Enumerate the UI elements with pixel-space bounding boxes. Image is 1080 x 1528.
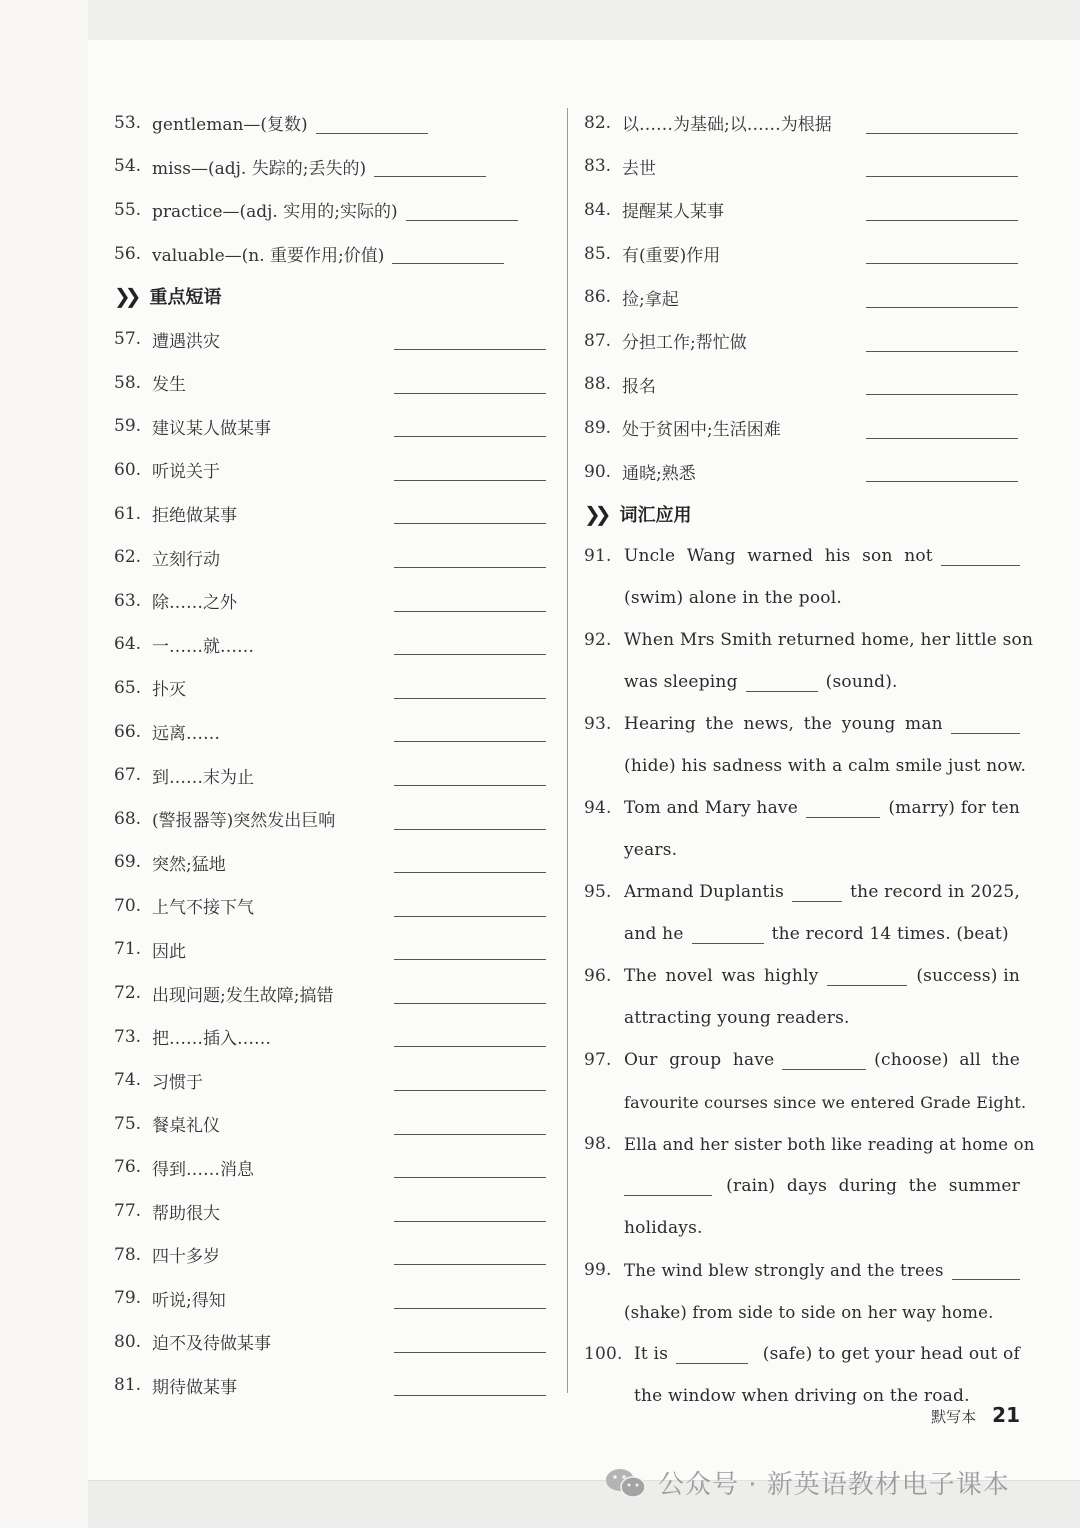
- answer-blank[interactable]: [941, 565, 1020, 566]
- phrase-item: 81. 期待做某事: [114, 1364, 546, 1408]
- answer-blank[interactable]: [394, 1003, 546, 1004]
- answer-blank[interactable]: [866, 220, 1018, 221]
- phrase-item: 86. 捡;拿起: [584, 275, 1020, 319]
- wechat-icon: [604, 1467, 648, 1499]
- phrase-item: 75. 餐桌礼仪: [114, 1102, 546, 1146]
- phrase-item: 79. 听说;得知: [114, 1276, 546, 1320]
- vocab-item-55: 55. practice—(adj. 实用的;实际的): [114, 188, 546, 232]
- answer-blank[interactable]: [624, 1195, 712, 1196]
- answer-blank[interactable]: [394, 1221, 546, 1222]
- double-chevron-icon: ❯❯: [584, 502, 606, 527]
- watermark: 公众号 · 新英语教材电子课本: [604, 1464, 1010, 1501]
- answer-blank[interactable]: [394, 829, 546, 830]
- answer-blank[interactable]: [806, 817, 880, 818]
- phrase-item: 83. 去世: [584, 145, 1020, 189]
- question-93: 93. Hearing the news, the young man: [584, 703, 1020, 745]
- book-title: 默写本: [931, 1408, 977, 1426]
- answer-blank[interactable]: [866, 263, 1018, 264]
- phrase-list-right: [584, 101, 1020, 493]
- column-divider: [567, 108, 568, 1393]
- answer-blank[interactable]: [676, 1363, 748, 1364]
- double-chevron-icon: ❯❯: [114, 284, 136, 309]
- answer-blank[interactable]: [866, 394, 1018, 395]
- question-94: 94. Tom and Mary have (marry) for ten: [584, 798, 1020, 819]
- answer-blank[interactable]: [827, 985, 907, 986]
- answer-blank[interactable]: [394, 1395, 546, 1396]
- phrase-item: 61. 拒绝做某事: [114, 492, 546, 536]
- phrase-item: 87. 分担工作;帮忙做: [584, 319, 1020, 363]
- section-heading-application: ❯❯ 词汇应用: [584, 502, 692, 527]
- phrase-item: 70. 上气不接下气: [114, 884, 546, 928]
- phrase-item: 64. 一……就……: [114, 623, 546, 667]
- answer-blank[interactable]: [394, 480, 546, 481]
- answer-blank[interactable]: [374, 176, 486, 177]
- answer-blank[interactable]: [866, 176, 1018, 177]
- question-92: 92. When Mrs Smith returned home, her little son: [584, 630, 1034, 651]
- answer-blank[interactable]: [394, 741, 546, 742]
- phrase-item: 57. 遭遇洪灾: [114, 317, 546, 361]
- answer-blank[interactable]: [792, 901, 842, 902]
- answer-blank[interactable]: [394, 1090, 546, 1091]
- page-number: 21: [992, 1403, 1020, 1427]
- phrase-item: 89. 处于贫困中;生活困难: [584, 406, 1020, 450]
- answer-blank[interactable]: [782, 1069, 866, 1070]
- answer-blank[interactable]: [316, 133, 428, 134]
- phrase-item: 88. 报名: [584, 363, 1020, 407]
- phrase-item: 59. 建议某人做某事: [114, 405, 546, 449]
- answer-blank[interactable]: [394, 1264, 546, 1265]
- scan-top-edge: [88, 0, 1080, 41]
- phrase-item: 63. 除……之外: [114, 579, 546, 623]
- vocab-item-53: 53. gentleman—(复数): [114, 101, 546, 145]
- phrase-item: 73. 把……插入……: [114, 1015, 546, 1059]
- phrase-item: 68. (警报器等)突然发出巨响: [114, 797, 546, 841]
- answer-blank[interactable]: [392, 263, 504, 264]
- phrase-item: 71. 因此: [114, 928, 546, 972]
- phrase-item: 58. 发生: [114, 361, 546, 405]
- answer-blank[interactable]: [394, 785, 546, 786]
- question-100: 100. It is (safe) to get your head out of: [584, 1344, 1020, 1365]
- phrase-item: 84. 提醒某人某事: [584, 188, 1020, 232]
- answer-blank[interactable]: [866, 351, 1018, 352]
- answer-blank[interactable]: [866, 481, 1018, 482]
- phrase-item: 62. 立刻行动: [114, 535, 546, 579]
- phrase-list-left: [114, 317, 546, 1407]
- phrase-item: 85. 有(重要)作用: [584, 232, 1020, 276]
- answer-blank[interactable]: [394, 1352, 546, 1353]
- answer-blank[interactable]: [952, 1279, 1020, 1280]
- vocab-item-54: 54. miss—(adj. 失踪的;丢失的): [114, 145, 546, 189]
- answer-blank[interactable]: [394, 872, 546, 873]
- answer-blank[interactable]: [406, 220, 518, 221]
- answer-blank[interactable]: [394, 567, 546, 568]
- phrase-item: 77. 帮助很大: [114, 1189, 546, 1233]
- phrase-item: 74. 习惯于: [114, 1058, 546, 1102]
- answer-blank[interactable]: [746, 691, 818, 692]
- answer-blank[interactable]: [394, 916, 546, 917]
- answer-blank[interactable]: [394, 654, 546, 655]
- answer-blank[interactable]: [394, 1134, 546, 1135]
- vocab-item-56: 56. valuable—(n. 重要作用;价值): [114, 232, 546, 276]
- answer-blank[interactable]: [394, 1046, 546, 1047]
- question-95: 95. Armand Duplantis the record in 2025,: [584, 882, 1020, 903]
- answer-blank[interactable]: [394, 1177, 546, 1178]
- answer-blank[interactable]: [394, 698, 546, 699]
- answer-blank[interactable]: [394, 611, 546, 612]
- phrase-item: 78. 四十多岁: [114, 1233, 546, 1277]
- answer-blank[interactable]: [951, 733, 1020, 734]
- answer-blank[interactable]: [394, 436, 546, 437]
- answer-blank[interactable]: [394, 349, 546, 350]
- question-96: 96. The novel was highly (success) in: [584, 966, 1020, 987]
- phrase-item: 65. 扑灭: [114, 666, 546, 710]
- answer-blank[interactable]: [866, 307, 1018, 308]
- phrase-item: 60. 听说关于: [114, 448, 546, 492]
- page-footer: [931, 1403, 1020, 1427]
- answer-blank[interactable]: [866, 133, 1018, 134]
- answer-blank[interactable]: [394, 1308, 546, 1309]
- answer-blank[interactable]: [866, 438, 1018, 439]
- right-column: 82. 以……为基础;以……为根据 83. 去世 84. 提醒某人某事 85. 有(重要)作用 86. 捡;拿起 87. 分担工作;帮忙做 88. 报名 89. 处于贫困中;生活困难 90. 通晓;熟悉 ❯❯ 词汇应用 91. Uncle Wang warned his son not (swim) alone in the pool. 92. When Mrs Smith returned home, her little son was sleeping (sound). 93. Hearing the news, the young man (hide) his sadness with a calm smile just now. 94. Tom and Mary have (marry) for ten years. 95. Armand Duplantis the record in 2025, and he the record 14 times. (beat) 96. The novel was highly (success) in attracting young readers. 97. Our group have (choose) all the favourite courses since we entered Grade Eight. 98. Ella and her sister both like reading at home on (rain) days during the summer holidays. 99. The wind blew strongly and the trees (shake) from side to side on her way home. 100. It is (safe) to get your head out of the window when driving on the road.: [584, 101, 1020, 1417]
- phrase-item: 67. 到……末为止: [114, 753, 546, 797]
- question-97: 97. Our group have (choose) all the: [584, 1050, 1020, 1071]
- phrase-item: 72. 出现问题;发生故障;搞错: [114, 971, 546, 1015]
- answer-blank[interactable]: [692, 943, 764, 944]
- question-98: 98. Ella and her sister both like reading at home on: [584, 1134, 1035, 1155]
- question-91: 91. Uncle Wang warned his son not: [584, 535, 1020, 577]
- question-99: 99. The wind blew strongly and the trees: [584, 1249, 1020, 1291]
- phrase-item: 66. 远离……: [114, 710, 546, 754]
- section-heading-phrases: ❯❯ 重点短语: [114, 284, 222, 309]
- answer-blank[interactable]: [394, 959, 546, 960]
- phrase-item: 76. 得到……消息: [114, 1146, 546, 1190]
- phrase-item: 82. 以……为基础;以……为根据: [584, 101, 1020, 145]
- phrase-item: 90. 通晓;熟悉: [584, 450, 1020, 494]
- answer-blank[interactable]: [394, 393, 546, 394]
- phrase-item: 69. 突然;猛地: [114, 841, 546, 885]
- left-column: [114, 101, 546, 1407]
- phrase-item: 80. 迫不及待做某事: [114, 1320, 546, 1364]
- answer-blank[interactable]: [394, 523, 546, 524]
